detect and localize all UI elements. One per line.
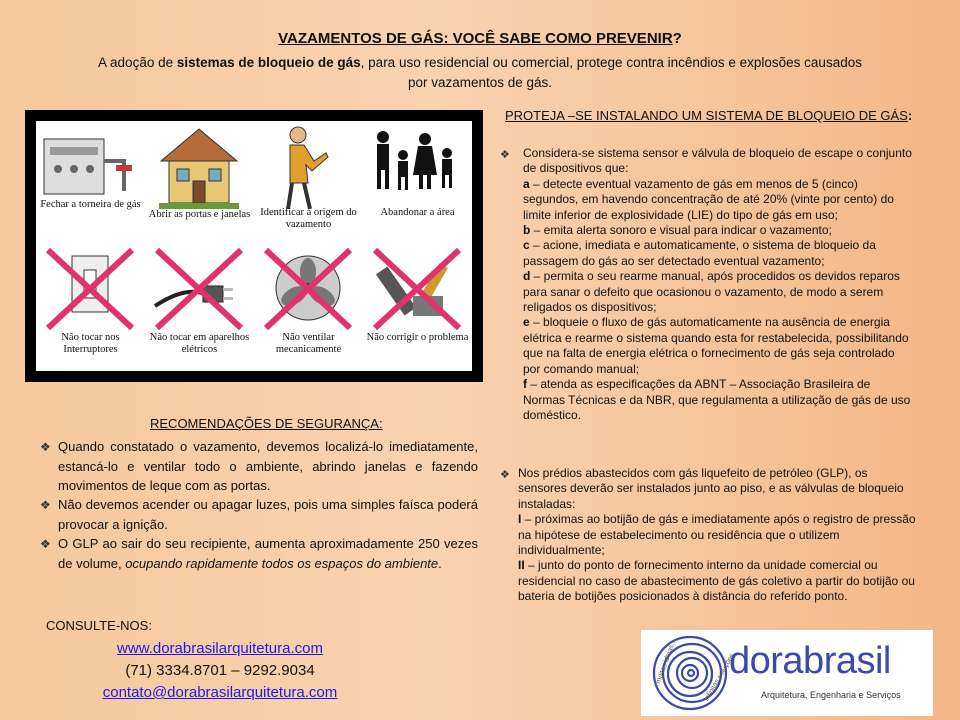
tile-caption: Abrir as portas e janelas	[148, 209, 251, 220]
tile-leave-area	[363, 121, 472, 246]
diamond-bullet-icon: ❖	[40, 440, 51, 454]
protect-heading: PROTEJA –SE INSTALANDO UM SISTEMA DE BLOQUEIO DE GÁS:	[505, 108, 913, 123]
tile-caption: Não corrigir o problema	[366, 332, 469, 343]
fan-icon	[254, 246, 363, 346]
tile-close-valve	[36, 121, 145, 246]
tile-caption: Fechar a torneira de gás	[40, 199, 141, 210]
recommendation-3: O GLP ao sair do seu recipiente, aumenta aproximadamente 250 vezes de volume, ocupando rapidamente todos os espaços do ambiente.	[58, 536, 478, 571]
person-smelling-icon	[254, 121, 363, 221]
tile-no-fan	[254, 246, 363, 371]
tile-no-fixing	[363, 246, 472, 371]
safety-illustration-panel	[25, 110, 483, 382]
website-link[interactable]: www.dorabrasilarquitetura.com	[117, 640, 323, 657]
company-logo	[641, 630, 933, 716]
logo-tagline: Arquitetura, Engenharia e Serviços	[761, 690, 901, 700]
tile-no-appliances	[145, 246, 254, 371]
phone-numbers: (71) 3334.8701 – 9292.9034	[125, 662, 315, 679]
consult-heading: CONSULTE-NOS:	[46, 618, 152, 633]
diamond-bullet-icon: ❖	[500, 149, 510, 161]
tile-caption: Não ventilar mecanicamente	[275, 332, 342, 355]
tile-caption: Não tocar em aparelhos elétricos	[149, 332, 250, 355]
system-definition: Considera-se sistema sensor e válvula de bloqueio de escape o conjunto de dispositivos que: a – detecte eventual vazamento de gás em menos de 5 (cinco) segundos, em havendo concentração de até 20% (vinte por cento) do limite inferior de explosividade (LIE) do tipo de gás em uso; b – emita alerta sonoro e visual para indicar o vazamento; c – acione, imediata e automaticamente, o sistema de bloqueio da passagem do gás ao ser detectado eventual vazamento; d – permita o seu rearme manual, após procedidos os devidos reparos para sanar o defeito que ocasionou o vazamento, de modo a serem religados os dispositivos; e – bloqueie o fluxo de gás automaticamente na ausência de energia elétrica e rearme o sistema quando esta for restabelecida, possibilitando que na falta de energia elétrica o fornecimento de gás seja controlado por comando manual; f – atenda as especificações da ABNT – Associação Brasileira de Normas Técnicas e da NBR, que regulamenta a utilização de gás de uso doméstico.	[523, 146, 912, 422]
tile-open-windows	[145, 121, 254, 246]
house-icon	[145, 121, 254, 221]
light-switch-icon	[36, 246, 145, 346]
tile-caption: Identificar a origem do vazamento	[260, 207, 357, 230]
recommendations-heading: RECOMENDAÇÕES DE SEGURANÇA:	[150, 416, 383, 431]
intro-text: A adoção de sistemas de bloqueio de gás, para uso residencial ou comercial, protege contra incêndios e explosões causados por vazamentos de gás.	[98, 55, 862, 90]
tile-no-switches	[36, 246, 145, 371]
tile-identify-leak	[254, 121, 363, 246]
diamond-bullet-icon: ❖	[40, 537, 51, 551]
email-link[interactable]: contato@dorabrasilarquitetura.com	[102, 684, 338, 701]
logo-arc-text-left: muitas ideias...	[655, 638, 678, 685]
page-title: VAZAMENTOS DE GÁS: VOCÊ SABE COMO PREVENIR?	[278, 30, 682, 47]
tile-caption: Abandonar a área	[380, 207, 455, 218]
tile-caption: Não tocar nos Interruptores	[61, 332, 120, 355]
logo-arc-text-right: infinitas soluções	[703, 652, 737, 703]
recommendation-1: Quando constatado o vazamento, devemos localizá-lo imediatamente, estancá-lo e ventilar todo o ambiente, abrindo janelas e fazendo movimentos de leque com as portas.	[58, 439, 478, 493]
diamond-bullet-icon: ❖	[40, 498, 51, 512]
diamond-bullet-icon: ❖	[500, 469, 510, 481]
electric-plug-icon	[145, 246, 254, 346]
recommendation-2: Não devemos acender ou apagar luzes, pois uma simples faísca poderá provocar a ignição.	[58, 497, 478, 532]
tools-icon	[363, 246, 472, 346]
glp-buildings-text: Nos prédios abastecidos com gás liquefeito de petróleo (GLP), os sensores deverão ser instalados junto ao piso, e as válvulas de bloqueio instaladas: I – próximas ao botijão de gás e imediatamente após o registro de pressão na hipótese de estabelecimento ou residência que o utilizem individualmente; II – junto do ponto de fornecimento interno da unidade comercial ou residencial no caso de abastecimento de gás coletivo a partir do botijão ou bateria de botijões posicionados à distância do referido ponto.	[518, 466, 916, 604]
family-leaving-icon	[363, 121, 472, 221]
logo-name: dorabrasil	[729, 640, 891, 682]
